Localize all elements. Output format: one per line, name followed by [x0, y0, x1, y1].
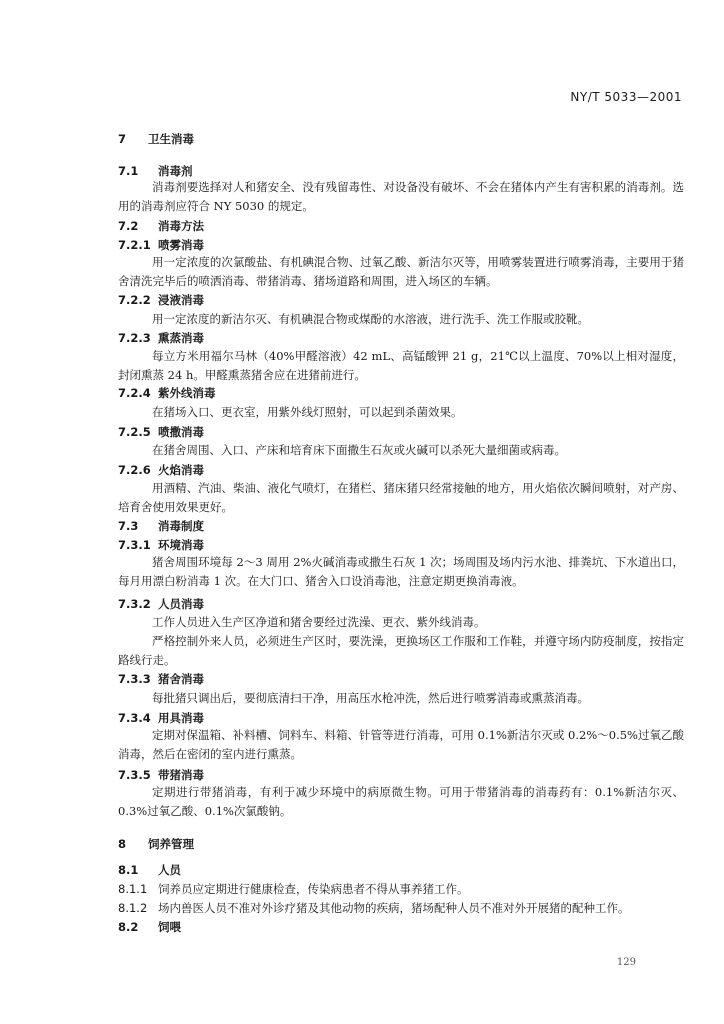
section-7-2-2-heading: 7.2.2 浸液消毒 — [118, 293, 204, 307]
section-7-2-4-text: 在猪场入口、更衣室，用紫外线灯照射，可以起到杀菌效果。 — [152, 405, 463, 419]
section-7-3-2-text-2: 严格控制外来人员，必须进生产区时，要洗澡，更换场区工作服和工作鞋，并遵守场内防疫制度，按指定路线行走。 — [118, 634, 684, 667]
section-7-2-4-heading: 7.2.4 紫外线消毒 — [118, 386, 216, 400]
section-7-2-5-heading: 7.2.5 喷撒消毒 — [118, 425, 204, 439]
section-8-heading: 8 饲养管理 — [118, 837, 194, 851]
section-7-3-2-heading: 7.3.2 人员消毒 — [118, 597, 204, 611]
section-8-2-heading: 8.2 饲喂 — [118, 920, 181, 934]
section-7-3-5-heading: 7.3.5 带猪消毒 — [118, 768, 204, 782]
section-7-3-4-heading: 7.3.4 用具消毒 — [118, 711, 204, 725]
section-7-3-heading: 7.3 消毒制度 — [118, 519, 204, 533]
section-7-2-3-text: 每立方米用福尔马林（40%甲醛溶液）42 mL、高锰酸钾 21 g，21℃以上温度、70%以上相对湿度，封闭熏蒸 24 h。甲醛熏蒸猪舍应在进猪前进行。 — [118, 349, 684, 382]
section-7-2-3-heading: 7.2.3 熏蒸消毒 — [118, 331, 204, 345]
section-7-2-1-heading: 7.2.1 喷雾消毒 — [118, 238, 204, 252]
section-7-heading: 7 卫生消毒 — [118, 132, 194, 146]
section-7-2-heading: 7.2 消毒方法 — [118, 219, 204, 233]
section-7-3-5-text: 定期进行带猪消毒，有利于减少环境中的病原微生物。可用于带猪消毒的消毒药有：0.1%新洁尔灭、0.3%过氧乙酸、0.1%次氯酸钠。 — [118, 785, 684, 818]
section-8-1-2: 8.1.2 场内兽医人员不准对外诊疗猪及其他动物的疾病，猪场配种人员不准对外开展猪的配种工作。 — [118, 901, 630, 915]
section-8-1-heading: 8.1 人员 — [118, 863, 181, 877]
section-7-2-5-text: 在猪舍周围、入口、产床和培育床下面撒生石灰或火碱可以杀死大量细菌或病毒。 — [152, 443, 566, 457]
section-7-1-heading: 7.1 消毒剂 — [118, 164, 193, 178]
section-7-3-3-heading: 7.3.3 猪舍消毒 — [118, 672, 204, 686]
section-7-3-2-text-1: 工作人员进入生产区净道和猪舍要经过洗澡、更衣、紫外线消毒。 — [152, 615, 486, 629]
section-7-3-3-text: 每批猪只调出后，要彻底清扫干净，用高压水枪冲洗，然后进行喷雾消毒或熏蒸消毒。 — [152, 691, 589, 705]
section-7-3-1-heading: 7.3.1 环境消毒 — [118, 538, 204, 552]
section-7-2-1-text: 用一定浓度的次氯酸盐、有机碘混合物、过氧乙酸、新洁尔灭等，用喷雾装置进行喷雾消毒，主要用于猪舍清洗完毕后的喷洒消毒、带猪消毒、猪场道路和周围，进入场区的车辆。 — [118, 255, 684, 288]
section-7-3-1-text: 猪舍周围环境每 2～3 周用 2%火碱消毒或撒生石灰 1 次；场周围及场内污水池、排粪坑、下水道出口，每月用漂白粉消毒 1 次。在大门口、猪舍入口设消毒池，注意定期更换消毒液。 — [118, 555, 684, 588]
section-7-2-6-text: 用酒精、汽油、柴油、液化气喷灯，在猪栏、猪床猪只经常接触的地方，用火焰依次瞬间喷射，对产房、培育舍使用效果更好。 — [118, 481, 684, 514]
section-7-2-2-text: 用一定浓度的新洁尔灭、有机碘混合物或煤酚的水溶液，进行洗手、洗工作服或胶靴。 — [152, 312, 589, 326]
page-number: 129 — [616, 957, 636, 968]
section-7-1-text: 消毒剂要选择对人和猪安全、没有残留毒性、对设备没有破坏、不会在猪体内产生有害积累的消毒剂。选用的消毒剂应符合 NY 5030 的规定。 — [118, 180, 684, 213]
section-8-1-1: 8.1.1 饲养员应定期进行健康检查，传染病患者不得从事养猪工作。 — [118, 882, 469, 896]
section-7-3-4-text: 定期对保温箱、补料槽、饲料车、料箱、针管等进行消毒，可用 0.1%新洁尔灭或 0.2%～0.5%过氧乙酸消毒，然后在密闭的室内进行熏蒸。 — [118, 728, 684, 761]
standard-code: NY/T 5033—2001 — [570, 90, 682, 104]
section-7-2-6-heading: 7.2.6 火焰消毒 — [118, 463, 204, 477]
